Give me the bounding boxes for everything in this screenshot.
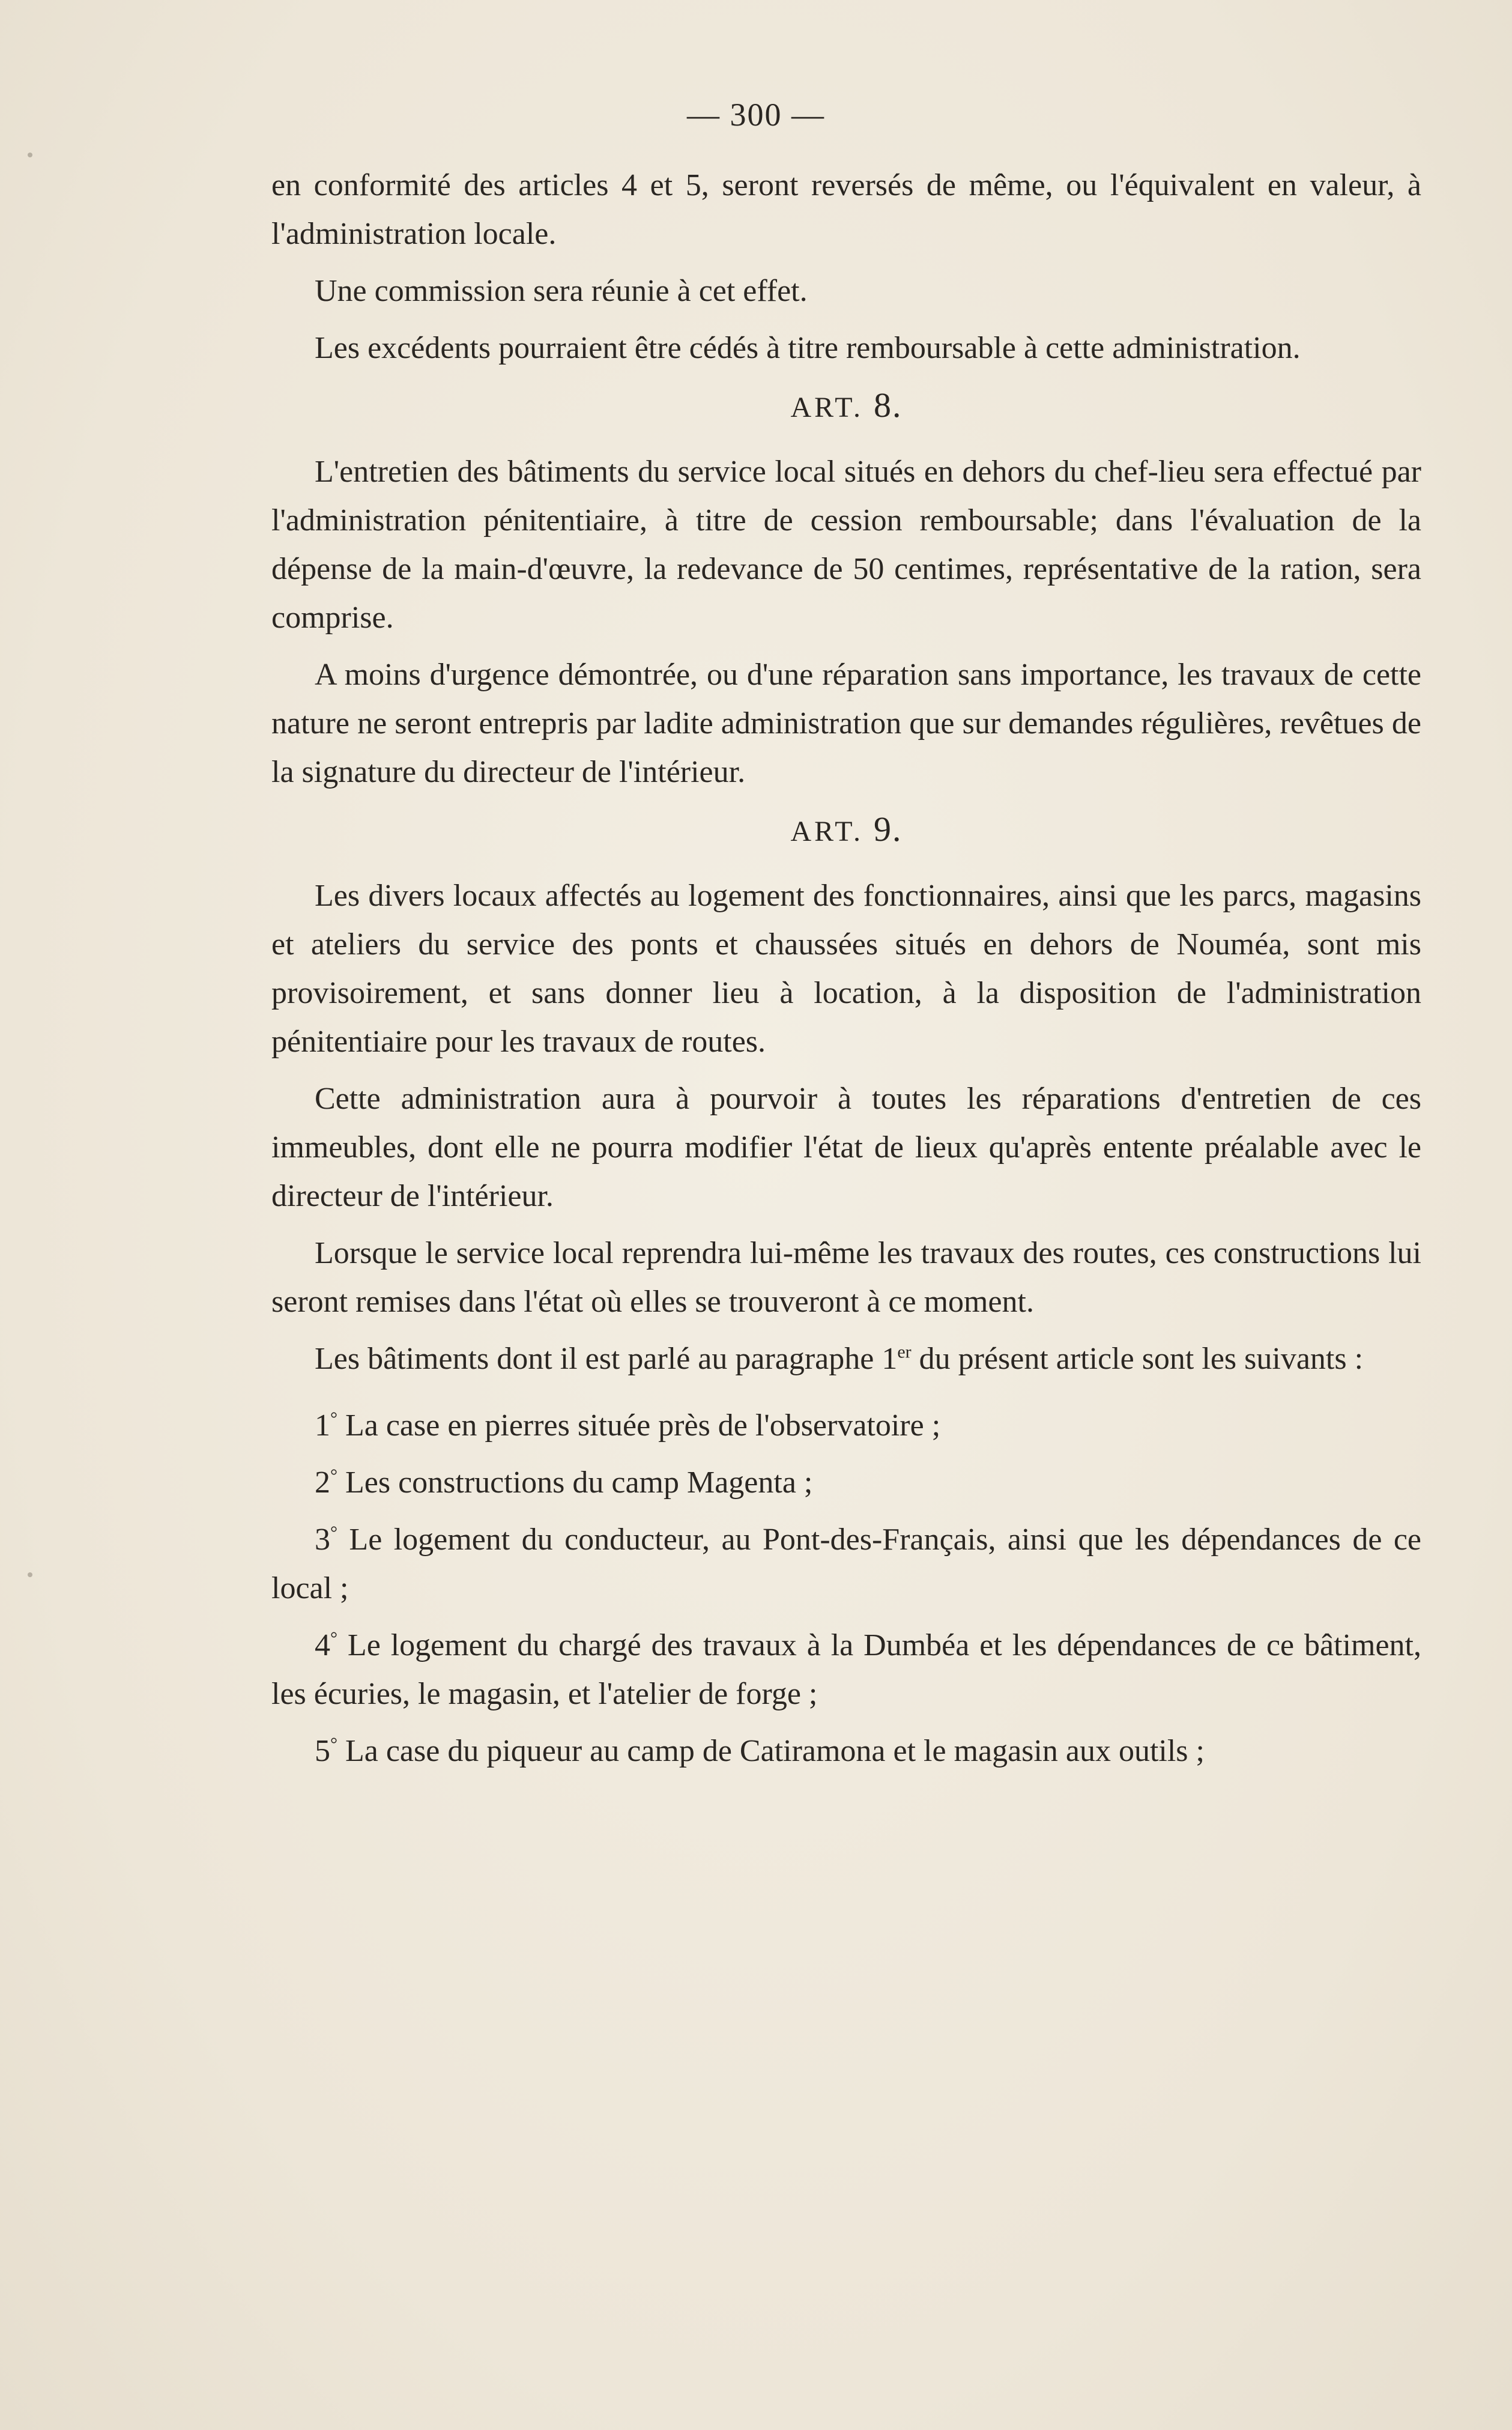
list-item — [271, 1621, 1421, 1718]
buildings-intro-paragraph — [271, 1335, 1421, 1383]
paragraph: Cette administration aura à pourvoir à toutes les réparations d'entretien de ces immeubles, dont elle ne pourra modifier l'état de lieux qu'après entente préalable avec le directeur de l'intérieur. — [271, 1082, 1421, 1213]
list-item — [271, 1401, 1421, 1450]
list-number: 3 — [315, 1523, 330, 1557]
article-heading-9 — [271, 805, 1421, 856]
buildings-list — [271, 1401, 1421, 1775]
list-text: Le logement du chargé des travaux à la Dumbéa et les dépendances de ce bâtiment, les écuries, le magasin, et l'atelier de forge ; — [271, 1628, 1421, 1711]
paper-speck — [28, 153, 32, 157]
paragraph: Les excédents pourraient être cédés à titre remboursable à cette administration. — [315, 331, 1301, 365]
intro-text: du présent article sont les suivants : — [911, 1342, 1364, 1376]
paragraph: Lorsque le service local reprendra lui-même les travaux des routes, ces constructions lui seront remises dans l'état où elles se trouveront à ce moment. — [271, 1236, 1421, 1319]
page-number: — 300 — — [687, 97, 825, 133]
list-text: La case du piqueur au camp de Catiramona et le magasin aux outils ; — [337, 1734, 1205, 1768]
article-number: 9. — [874, 810, 903, 849]
article-prefix: ART. — [790, 816, 864, 847]
paragraph: A moins d'urgence démontrée, ou d'une réparation sans importance, les travaux de cette nature ne seront entrepris par ladite administration que sur demandes régulières, revêtues de la signature du directeur de l'intérieur. — [271, 658, 1421, 789]
list-text: La case en pierres située près de l'observatoire ; — [337, 1408, 941, 1443]
degree-sign: ° — [330, 1734, 337, 1754]
degree-sign: ° — [330, 1523, 337, 1543]
list-number: 2 — [315, 1465, 330, 1500]
list-number: 5 — [315, 1734, 330, 1768]
article-prefix: ART. — [790, 392, 864, 423]
list-number: 1 — [315, 1408, 330, 1443]
paragraph: Les divers locaux affectés au logement des fonctionnaires, ainsi que les parcs, magasins et ateliers du service des ponts et chaussées situés en dehors de Nouméa, sont mis provisoirement, et sans donner lieu à location, à la disposition de l'administration pénitentiaire pour les travaux de routes. — [271, 879, 1421, 1059]
paragraph: en conformité des articles 4 et 5, seront reversés de même, ou l'équivalent en valeur, à l'administration locale. — [271, 168, 1421, 251]
list-item — [271, 1515, 1421, 1613]
ordinal-superscript: er — [897, 1342, 912, 1362]
article-heading-8 — [271, 381, 1421, 432]
list-text: Les constructions du camp Magenta ; — [337, 1465, 813, 1500]
list-number: 4 — [315, 1628, 330, 1662]
paragraph: L'entretien des bâtiments du service local situés en dehors du chef-lieu sera effectué par l'administration pénitentiaire, à titre de cession remboursable; dans l'évaluation de la dépense de la main-d'œuvre, la redevance de 50 centimes, représentative de la ration, sera comprise. — [271, 455, 1421, 635]
degree-sign: ° — [330, 1408, 337, 1429]
paper-speck — [28, 1572, 32, 1577]
degree-sign: ° — [330, 1465, 337, 1486]
degree-sign: ° — [330, 1628, 337, 1649]
body-text — [271, 161, 1421, 1784]
list-text: Le logement du conducteur, au Pont-des-Français, ainsi que les dépendances de ce local ; — [271, 1523, 1421, 1605]
intro-text: Les bâtiments dont il est parlé au paragraphe 1 — [315, 1342, 898, 1376]
list-item — [271, 1727, 1421, 1775]
paragraph: Une commission sera réunie à cet effet. — [315, 274, 808, 308]
article-number: 8. — [874, 386, 903, 425]
list-item — [271, 1458, 1421, 1507]
